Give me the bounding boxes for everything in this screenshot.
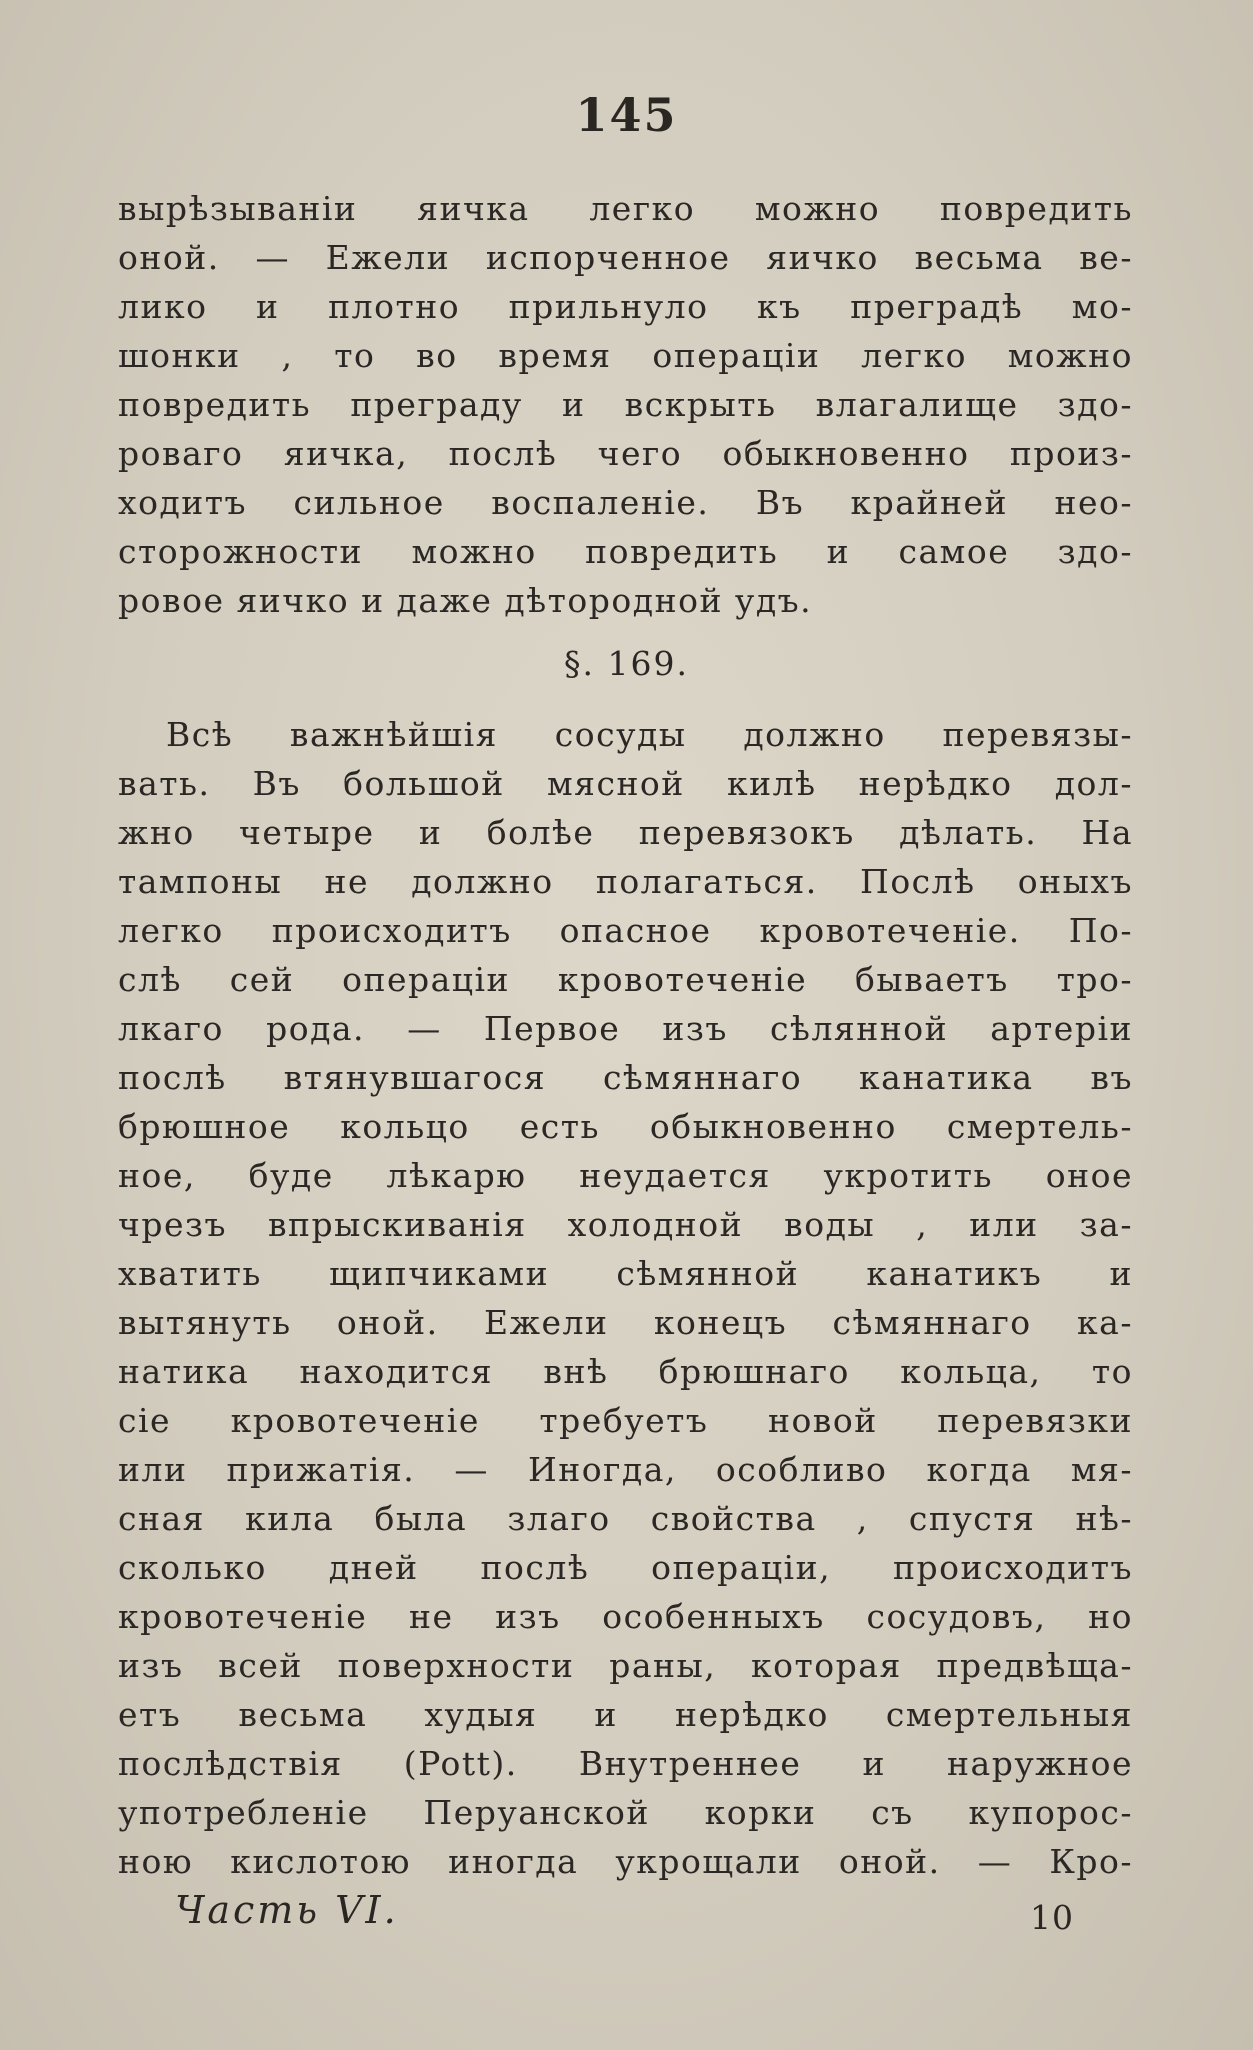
text-line: брюшное кольцо есть обыкновенно смертель- bbox=[118, 1107, 1133, 1146]
text-line: вать. Въ большой мясной килѣ нерѣдко дол- bbox=[118, 764, 1133, 803]
text-line: изъ всей поверхности раны, которая предвѣща- bbox=[118, 1646, 1133, 1685]
text-line: натика находится внѣ брюшнаго кольца, то bbox=[118, 1352, 1133, 1391]
section-heading: §. 169. bbox=[564, 644, 689, 683]
text-line: ною кислотою иногда укрощали оной. — Кро- bbox=[118, 1842, 1133, 1881]
text-line: шонки , то во время операціи легко можно bbox=[118, 336, 1133, 375]
text-line: Всѣ важнѣйшія сосуды должно перевязы- bbox=[166, 715, 1133, 754]
text-line: сіе кровотеченіе требуетъ новой перевязки bbox=[118, 1401, 1133, 1440]
text-line: послѣ втянувшагося сѣмяннаго канатика въ bbox=[118, 1058, 1133, 1097]
page-number: 145 bbox=[575, 88, 678, 142]
text-line: чрезъ впрыскиванія холодной воды , или за- bbox=[118, 1205, 1133, 1244]
text-line: сколько дней послѣ операціи, происходитъ bbox=[118, 1548, 1133, 1587]
text-line: или прижатія. — Иногда, особливо когда мя- bbox=[118, 1450, 1133, 1489]
text-line: тампоны не должно полагаться. Послѣ оныхъ bbox=[118, 862, 1133, 901]
text-line: употребленіе Перуанской корки съ купорос- bbox=[118, 1793, 1133, 1832]
text-line: ходитъ сильное воспаленіе. Въ крайней нео- bbox=[118, 483, 1133, 522]
text-line: сная кила была злаго свойства , спустя нѣ- bbox=[118, 1499, 1133, 1538]
text-line: хватить щипчиками сѣмянной канатикъ и bbox=[118, 1254, 1133, 1293]
paragraph-2 bbox=[118, 710, 1133, 1886]
text-line: жно четыре и болѣе перевязокъ дѣлать. На bbox=[118, 813, 1133, 852]
text-line: етъ весьма худыя и нерѣдко смертельныя bbox=[118, 1695, 1133, 1734]
text-line: сторожности можно повредить и самое здо- bbox=[118, 532, 1133, 571]
text-line: повредить преграду и вскрыть влагалище здо- bbox=[118, 385, 1133, 424]
text-line: роваго яичка, послѣ чего обыкновенно произ- bbox=[118, 434, 1133, 473]
text-line: лико и плотно прильнуло къ преградѣ мо- bbox=[118, 287, 1133, 326]
text-line: вырѣзываніи яичка легко можно повредить bbox=[118, 189, 1133, 228]
paragraph-1 bbox=[118, 184, 1133, 625]
sheet-number: 10 bbox=[1030, 1898, 1074, 1937]
text-line: слѣ сей операціи кровотеченіе бываетъ тро- bbox=[118, 960, 1133, 999]
text-line: послѣдствія (Pott). Внутреннее и наружное bbox=[118, 1744, 1133, 1783]
text-line: легко происходитъ опасное кровотеченіе. По- bbox=[118, 911, 1133, 950]
text-line: кровотеченіе не изъ особенныхъ сосудовъ, но bbox=[118, 1597, 1133, 1636]
signature-mark: Часть VI. bbox=[175, 1888, 399, 1932]
text-line: оной. — Ежели испорченное яичко весьма ве- bbox=[118, 238, 1133, 277]
text-line: ровое яичко и даже дѣтородной удъ. bbox=[118, 581, 813, 620]
text-line: ное, буде лѣкарю неудается укротить оное bbox=[118, 1156, 1133, 1195]
text-line: лкаго рода. — Первое изъ сѣлянной артеріи bbox=[118, 1009, 1133, 1048]
text-line: вытянуть оной. Ежели конецъ сѣмяннаго ка- bbox=[118, 1303, 1133, 1342]
